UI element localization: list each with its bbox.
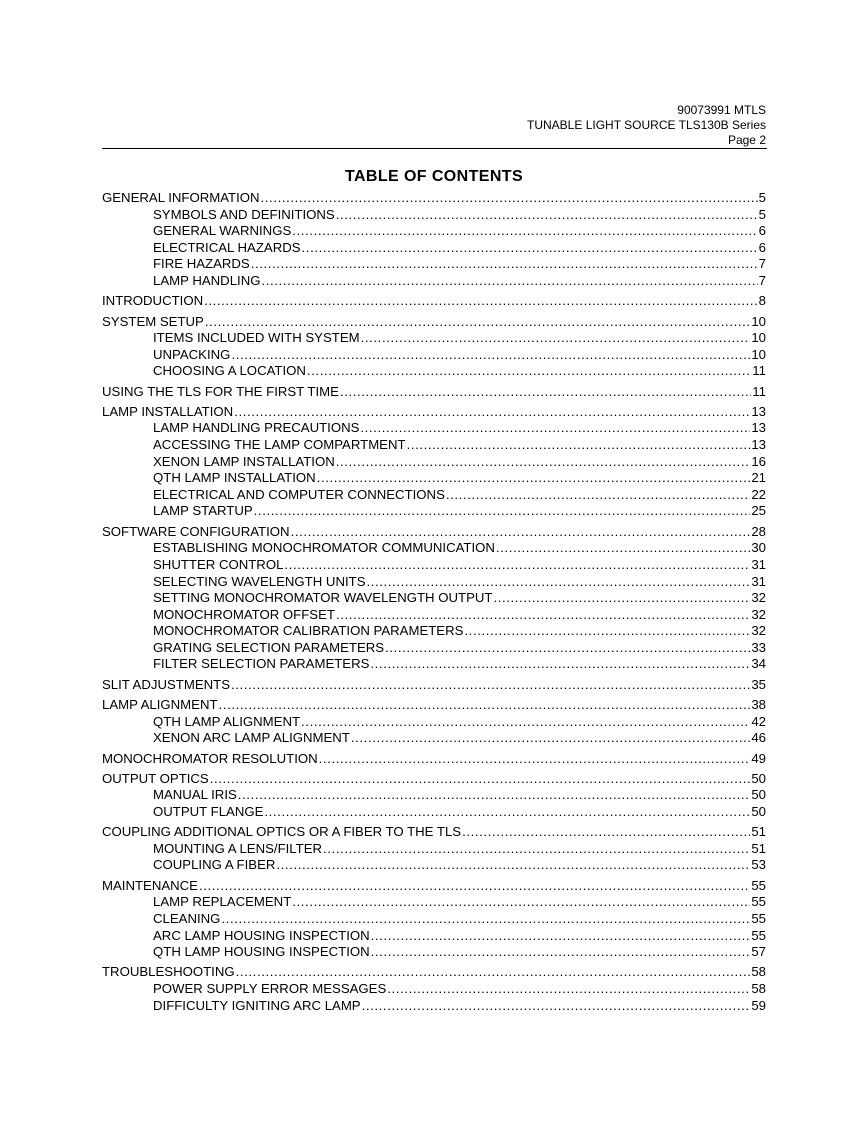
dot-leader bbox=[464, 623, 750, 638]
toc-subsection-entry[interactable] bbox=[102, 207, 766, 224]
dot-leader bbox=[231, 347, 750, 362]
toc-entry-label: QTH LAMP ALIGNMENT bbox=[153, 713, 301, 729]
toc-entry-page-number: 11 bbox=[752, 363, 766, 379]
toc-subsection-entry[interactable] bbox=[102, 240, 766, 257]
toc-entry-label: MOUNTING A LENS/FILTER bbox=[153, 840, 323, 856]
page-title: TABLE OF CONTENTS bbox=[344, 168, 524, 185]
toc-entry-label: SOFTWARE CONFIGURATION bbox=[102, 523, 290, 539]
toc-entry-page-number: 32 bbox=[751, 623, 766, 639]
toc-entry-page-number: 38 bbox=[751, 697, 766, 713]
toc-entry-label: POWER SUPPLY ERROR MESSAGES bbox=[153, 980, 387, 996]
dot-leader bbox=[238, 787, 751, 802]
toc-section-entry[interactable] bbox=[102, 524, 766, 541]
toc-entry-page-number: 55 bbox=[751, 877, 766, 893]
toc-entry-page-number: 31 bbox=[751, 556, 766, 572]
dot-leader bbox=[336, 454, 751, 469]
toc-subsection-entry[interactable] bbox=[102, 363, 766, 380]
toc-entry-label: OUTPUT OPTICS bbox=[102, 770, 209, 786]
page-number: Page 2 bbox=[727, 133, 766, 147]
toc-entry-label: OUTPUT FLANGE bbox=[153, 803, 264, 819]
toc-entry-label: ELECTRICAL HAZARDS bbox=[153, 239, 301, 255]
toc-entry-label: COUPLING A FIBER bbox=[153, 857, 276, 873]
toc-entry-label: QTH LAMP HOUSING INSPECTION bbox=[153, 944, 370, 960]
toc-subsection-entry[interactable] bbox=[102, 623, 766, 640]
toc-section-entry[interactable] bbox=[102, 384, 766, 401]
dot-leader bbox=[261, 190, 758, 205]
toc-entry-label: MONOCHROMATOR RESOLUTION bbox=[102, 750, 318, 766]
dot-leader bbox=[199, 878, 750, 893]
toc-entry-page-number: 6 bbox=[758, 239, 766, 255]
toc-entry-page-number: 32 bbox=[751, 606, 766, 622]
dot-leader bbox=[446, 487, 750, 502]
toc-entry-page-number: 50 bbox=[751, 803, 766, 819]
toc-entry-label: DIFFICULTY IGNITING ARC LAMP bbox=[153, 997, 361, 1013]
dot-leader bbox=[317, 470, 751, 485]
dot-leader bbox=[284, 557, 750, 572]
toc-subsection-entry[interactable] bbox=[102, 437, 766, 454]
toc-entry-label: XENON LAMP INSTALLATION bbox=[153, 453, 335, 469]
dot-leader bbox=[292, 894, 750, 909]
toc-subsection-entry[interactable] bbox=[102, 607, 766, 624]
toc-entry-page-number: 10 bbox=[751, 346, 766, 362]
toc-section-entry[interactable] bbox=[102, 293, 766, 310]
dot-leader bbox=[210, 771, 751, 786]
toc-subsection-entry[interactable] bbox=[102, 540, 766, 557]
toc-subsection-entry[interactable] bbox=[102, 454, 766, 471]
toc-subsection-entry[interactable] bbox=[102, 487, 766, 504]
toc-subsection-entry[interactable] bbox=[102, 841, 766, 858]
toc-entry-page-number: 50 bbox=[751, 770, 766, 786]
toc-entry-page-number: 16 bbox=[751, 453, 766, 469]
toc-subsection-entry[interactable] bbox=[102, 223, 766, 240]
dot-leader bbox=[336, 207, 758, 222]
dot-leader bbox=[493, 590, 750, 605]
toc-entry-label: ESTABLISHING MONOCHROMATOR COMMUNICATION bbox=[153, 540, 495, 556]
dot-leader bbox=[351, 730, 750, 745]
toc-entry-label: USING THE TLS FOR THE FIRST TIME bbox=[102, 383, 339, 399]
toc-entry-label: SLIT ADJUSTMENTS bbox=[102, 676, 230, 692]
dot-leader bbox=[219, 697, 751, 712]
toc-entry-page-number: 10 bbox=[751, 313, 766, 329]
dot-leader bbox=[261, 273, 757, 288]
toc-entry-label: SETTING MONOCHROMATOR WAVELENGTH OUTPUT bbox=[153, 590, 493, 606]
header-divider bbox=[102, 148, 767, 149]
toc-entry-page-number: 5 bbox=[758, 190, 766, 205]
toc-entry-page-number: 6 bbox=[758, 223, 766, 239]
toc-subsection-entry[interactable] bbox=[102, 273, 766, 290]
toc-subsection-entry[interactable] bbox=[102, 894, 766, 911]
toc-subsection-entry[interactable] bbox=[102, 928, 766, 945]
toc-entry-label: LAMP STARTUP bbox=[153, 503, 253, 519]
toc-entry-page-number: 55 bbox=[751, 910, 766, 926]
toc-subsection-entry[interactable] bbox=[102, 656, 766, 673]
dot-leader bbox=[362, 998, 751, 1013]
toc-entry-page-number: 50 bbox=[751, 787, 766, 803]
dot-leader bbox=[236, 964, 751, 979]
toc-subsection-entry[interactable] bbox=[102, 714, 766, 731]
toc-entry-label: SHUTTER CONTROL bbox=[153, 556, 284, 572]
toc-entry-label: FILTER SELECTION PARAMETERS bbox=[153, 656, 370, 672]
dot-leader bbox=[301, 714, 750, 729]
toc-section-entry[interactable] bbox=[102, 697, 766, 714]
dot-leader bbox=[276, 857, 750, 872]
toc-entry-page-number: 22 bbox=[751, 486, 766, 502]
dot-leader bbox=[319, 751, 751, 766]
toc-entry-label: FIRE HAZARDS bbox=[153, 256, 250, 272]
toc-entry-label: MONOCHROMATOR CALIBRATION PARAMETERS bbox=[153, 623, 464, 639]
dot-leader bbox=[407, 437, 751, 452]
toc-subsection-entry[interactable] bbox=[102, 804, 766, 821]
toc-entry-page-number: 55 bbox=[751, 927, 766, 943]
toc-subsection-entry[interactable] bbox=[102, 911, 766, 928]
toc-entry-page-number: 51 bbox=[751, 840, 766, 856]
toc-entry-label: LAMP ALIGNMENT bbox=[102, 697, 218, 713]
toc-section-entry[interactable] bbox=[102, 751, 766, 768]
toc-entry-label: XENON ARC LAMP ALIGNMENT bbox=[153, 730, 350, 746]
toc-entry-label: UNPACKING bbox=[153, 346, 231, 362]
toc-subsection-entry[interactable] bbox=[102, 787, 766, 804]
toc-entry-page-number: 55 bbox=[751, 894, 766, 910]
toc-entry-page-number: 7 bbox=[758, 256, 766, 272]
toc-entry-page-number: 11 bbox=[752, 383, 766, 399]
toc-entry-label: LAMP HANDLING bbox=[153, 272, 261, 288]
toc-entry-page-number: 31 bbox=[751, 573, 766, 589]
toc-entry-label: GRATING SELECTION PARAMETERS bbox=[153, 639, 385, 655]
toc-entry-label: CHOOSING A LOCATION bbox=[153, 363, 306, 379]
product-name: TUNABLE LIGHT SOURCE TLS130B Series bbox=[527, 118, 766, 132]
toc-subsection-entry[interactable] bbox=[102, 998, 766, 1015]
dot-leader bbox=[251, 256, 758, 271]
toc-entry-label: SYMBOLS AND DEFINITIONS bbox=[153, 206, 335, 222]
document-number: 90073991 MTLS bbox=[677, 103, 766, 117]
dot-leader bbox=[496, 540, 750, 555]
toc-entry-page-number: 32 bbox=[751, 590, 766, 606]
toc-subsection-entry[interactable] bbox=[102, 640, 766, 657]
toc-entry-page-number: 30 bbox=[751, 540, 766, 556]
toc-section-entry[interactable] bbox=[102, 677, 766, 694]
dot-leader bbox=[387, 981, 750, 996]
toc-section-entry[interactable] bbox=[102, 964, 766, 981]
toc-entry-label: MONOCHROMATOR OFFSET bbox=[153, 606, 335, 622]
toc-subsection-entry[interactable] bbox=[102, 557, 766, 574]
toc-entry-page-number: 8 bbox=[758, 293, 766, 309]
toc-subsection-entry[interactable] bbox=[102, 256, 766, 273]
toc-entry-label: GENERAL INFORMATION bbox=[102, 190, 260, 205]
toc-entry-label: ARC LAMP HOUSING INSPECTION bbox=[153, 927, 370, 943]
table-of-contents bbox=[102, 190, 766, 1014]
toc-entry-label: SELECTING WAVELENGTH UNITS bbox=[153, 573, 366, 589]
toc-entry-label: INTRODUCTION bbox=[102, 293, 204, 309]
dot-leader bbox=[462, 824, 750, 839]
toc-entry-label: GENERAL WARNINGS bbox=[153, 223, 292, 239]
toc-entry-label: LAMP REPLACEMENT bbox=[153, 894, 292, 910]
toc-entry-page-number: 58 bbox=[751, 980, 766, 996]
dot-leader bbox=[367, 574, 751, 589]
toc-subsection-entry[interactable] bbox=[102, 857, 766, 874]
toc-entry-page-number: 59 bbox=[751, 997, 766, 1013]
toc-entry-page-number: 10 bbox=[751, 330, 766, 346]
dot-leader bbox=[371, 944, 751, 959]
dot-leader bbox=[370, 656, 750, 671]
toc-subsection-entry[interactable] bbox=[102, 574, 766, 591]
toc-entry-label: ACCESSING THE LAMP COMPARTMENT bbox=[153, 437, 406, 453]
toc-section-entry[interactable] bbox=[102, 190, 766, 207]
toc-entry-label: QTH LAMP INSTALLATION bbox=[153, 470, 316, 486]
toc-entry-page-number: 13 bbox=[751, 420, 766, 436]
toc-section-entry[interactable] bbox=[102, 824, 766, 841]
toc-subsection-entry[interactable] bbox=[102, 944, 766, 961]
toc-entry-page-number: 25 bbox=[751, 503, 766, 519]
toc-subsection-entry[interactable] bbox=[102, 330, 766, 347]
toc-subsection-entry[interactable] bbox=[102, 590, 766, 607]
toc-subsection-entry[interactable] bbox=[102, 420, 766, 437]
page-header bbox=[102, 103, 766, 148]
toc-entry-page-number: 51 bbox=[751, 824, 766, 840]
toc-entry-label: MANUAL IRIS bbox=[153, 787, 237, 803]
dot-leader bbox=[221, 911, 750, 926]
toc-entry-label: MAINTENANCE bbox=[102, 877, 198, 893]
toc-entry-page-number: 33 bbox=[751, 639, 766, 655]
toc-entry-label: CLEANING bbox=[153, 910, 221, 926]
toc-entry-label: SYSTEM SETUP bbox=[102, 313, 204, 329]
toc-entry-label: LAMP HANDLING PRECAUTIONS bbox=[153, 420, 360, 436]
dot-leader bbox=[361, 330, 751, 345]
dot-leader bbox=[231, 677, 750, 692]
toc-section-entry[interactable] bbox=[102, 314, 766, 331]
toc-entry-page-number: 5 bbox=[758, 206, 766, 222]
toc-subsection-entry[interactable] bbox=[102, 470, 766, 487]
toc-entry-page-number: 58 bbox=[751, 964, 766, 980]
toc-entry-page-number: 46 bbox=[751, 730, 766, 746]
toc-section-entry[interactable] bbox=[102, 878, 766, 895]
dot-leader bbox=[360, 420, 750, 435]
toc-entry-page-number: 35 bbox=[751, 676, 766, 692]
toc-section-entry[interactable] bbox=[102, 404, 766, 421]
dot-leader bbox=[307, 363, 751, 378]
toc-section-entry[interactable] bbox=[102, 771, 766, 788]
toc-entry-page-number: 21 bbox=[751, 470, 766, 486]
toc-entry-label: LAMP INSTALLATION bbox=[102, 403, 234, 419]
toc-entry-page-number: 53 bbox=[751, 857, 766, 873]
toc-entry-label: TROUBLESHOOTING bbox=[102, 964, 235, 980]
toc-entry-page-number: 28 bbox=[751, 523, 766, 539]
toc-entry-page-number: 7 bbox=[758, 272, 766, 288]
toc-subsection-entry[interactable] bbox=[102, 503, 766, 520]
toc-entry-label: ITEMS INCLUDED WITH SYSTEM bbox=[153, 330, 360, 346]
toc-entry-label: ELECTRICAL AND COMPUTER CONNECTIONS bbox=[153, 486, 445, 502]
dot-leader bbox=[323, 841, 750, 856]
dot-leader bbox=[302, 240, 758, 255]
toc-entry-page-number: 57 bbox=[751, 944, 766, 960]
dot-leader bbox=[336, 607, 750, 622]
dot-leader bbox=[291, 524, 751, 539]
toc-entry-page-number: 13 bbox=[751, 437, 766, 453]
dot-leader bbox=[385, 640, 750, 655]
dot-leader bbox=[292, 223, 757, 238]
toc-entry-page-number: 34 bbox=[751, 656, 766, 672]
toc-entry-page-number: 49 bbox=[751, 750, 766, 766]
dot-leader bbox=[254, 503, 751, 518]
dot-leader bbox=[205, 314, 750, 329]
dot-leader bbox=[204, 293, 758, 308]
toc-entry-page-number: 42 bbox=[751, 713, 766, 729]
dot-leader bbox=[234, 404, 750, 419]
dot-leader bbox=[264, 804, 750, 819]
dot-leader bbox=[371, 928, 751, 943]
toc-subsection-entry[interactable] bbox=[102, 730, 766, 747]
toc-entry-label: COUPLING ADDITIONAL OPTICS OR A FIBER TO THE TLS bbox=[102, 824, 462, 840]
dot-leader bbox=[340, 384, 751, 399]
toc-entry-page-number: 13 bbox=[751, 403, 766, 419]
toc-subsection-entry[interactable] bbox=[102, 347, 766, 364]
toc-subsection-entry[interactable] bbox=[102, 981, 766, 998]
